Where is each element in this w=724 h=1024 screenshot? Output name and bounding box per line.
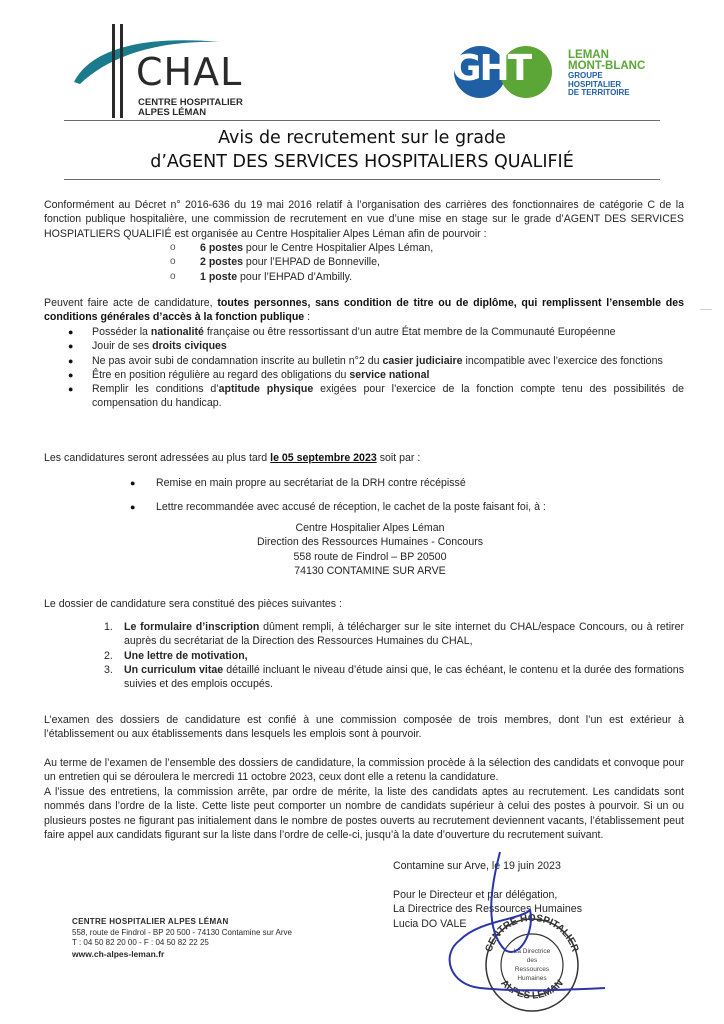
scan-mark bbox=[700, 309, 712, 310]
position-place: pour l’EHPAD de Bonneville, bbox=[242, 256, 380, 269]
position-item: o 2 postes pour l’EHPAD de Bonneville, bbox=[170, 256, 380, 269]
eligibility-lead: Peuvent faire acte de candidature, bbox=[44, 297, 218, 309]
signature-place-date: Contamine sur Arve, le 19 juin 2023 bbox=[393, 860, 561, 872]
intro-paragraph: Conformément au Décret n° 2016-636 du 19 mai 2016 relatif à l’organisation des carrières des fonctionnaires de catégorie C de la fonction publique hospitalière, une commission de recrutement en vue d’une mise en stage sur le grade d’AGENT DES SERVICES HOSPIATLIERS QUALIFIÉ est organisée au Centre Hospitalier Alpes Léman afin de pourvoir : bbox=[44, 199, 684, 240]
deadline-post: soit par : bbox=[376, 452, 421, 464]
condition-key: service national bbox=[349, 368, 430, 381]
stamp-center-line: des bbox=[526, 957, 538, 964]
conditions-list bbox=[64, 325, 684, 411]
signature-line1: Pour le Directeur et par délégation, bbox=[393, 889, 558, 901]
ght-line3: GROUPE HOSPITALIER bbox=[568, 71, 622, 89]
item-number: 1. bbox=[104, 621, 113, 633]
footer-org: CENTRE HOSPITALIER ALPES LÉMAN bbox=[72, 917, 229, 926]
postal-address bbox=[200, 521, 540, 578]
condition-text: exigées pour l’exercice de la fonction compte tenu des possibilités de compensation du handicap. bbox=[92, 383, 684, 410]
selection-paragraph-2: A l’issue des entretiens, la commission arrête, par ordre de mérite, la liste des candidats aptes au recrutement. Les candidats sont nommés dans l’ordre de la liste. Cette liste peut comporter un nombre de candidats supérieur à celui des postes à pourvoir. Si un ou plusieurs postes ne figurant pas initialement dans le nombre de postes ouverts au recrutement deviennent vacants, l’établissement peut faire appel aux candidats figurant sur la liste dans l’ordre de celle-ci, jusqu’à la date d’ouverture du recrutement suivant. bbox=[44, 786, 684, 841]
signatory-name: Lucia DO VALE bbox=[393, 917, 467, 930]
condition-item: ● Remplir les conditions d’aptitude physique exigées pour l’exercice de la fonction compte tenu des possibilités de compensation du handicap. bbox=[68, 383, 684, 410]
condition-key: nationalité bbox=[150, 326, 204, 338]
condition-text: Être en position régulière au regard des obligations du bbox=[92, 368, 350, 381]
condition-item: ● Jouir de ses droits civiques bbox=[68, 340, 227, 353]
stamp-center-line: Ressources bbox=[514, 966, 550, 973]
item-title: Le formulaire d’inscription bbox=[124, 621, 260, 633]
condition-key: casier judiciaire bbox=[382, 354, 463, 367]
selection-paragraph-1: Au terme de l’examen de l’ensemble des dossiers de candidature, la commission procède à la sélection des candidats et convoque pour un entretien qui se déroulera le mercredi 11 octobre 2023, ceux dont elle a retenu la candidature. bbox=[44, 757, 684, 784]
ght-letters: GHT bbox=[452, 48, 531, 89]
chal-subtitle-line1: CENTRE HOSPITALIER bbox=[138, 97, 243, 108]
ght-line1: LEMAN bbox=[568, 49, 609, 61]
footer bbox=[72, 917, 292, 959]
submission-method: ● Remise en main propre au secrétariat de la DRH contre récépissé bbox=[130, 477, 466, 489]
eligibility-paragraph bbox=[44, 296, 684, 325]
method-text: Remise en main propre au secrétariat de la DRH contre récépissé bbox=[156, 477, 466, 489]
condition-text: Posséder la bbox=[92, 326, 151, 338]
dossier-item bbox=[104, 649, 684, 663]
eligibility-lead-bold: toutes personnes, sans condition de titre ou de diplôme, qui remplissent l’ensemble des conditions générales d’accès à la fonction publique bbox=[44, 297, 685, 324]
address-line: 558 route de Findrol – BP 20500 bbox=[293, 550, 447, 563]
title-line1: Avis de recrutement sur le grade bbox=[218, 128, 506, 148]
chal-logo bbox=[70, 20, 270, 120]
deadline-pre: Les candidatures seront adressées au plus tard bbox=[44, 452, 271, 464]
position-count: 6 postes bbox=[200, 242, 243, 254]
examen-paragraph: L’examen des dossiers de candidature est confié à une commission composée de trois membres, dont l’un est extérieur à l’établissement ou aux établissements dans lesquels les emplois sont à pourvoir. bbox=[44, 714, 684, 741]
method-text: Lettre recommandée avec accusé de réception, le cachet de la poste faisant foi, à : bbox=[156, 501, 546, 514]
ght-line2: MONT-BLANC bbox=[568, 60, 646, 72]
item-title: Un curriculum vitae bbox=[124, 663, 224, 676]
condition-text: Remplir les conditions d’ bbox=[92, 383, 219, 396]
stamp-center-line: Humaines bbox=[517, 975, 547, 982]
condition-key: aptitude physique bbox=[218, 383, 314, 396]
position-place: pour l’EHPAD d’Ambilly. bbox=[237, 270, 353, 283]
ght-logo bbox=[450, 46, 650, 106]
submission-methods-list bbox=[130, 476, 690, 525]
condition-item: ● Ne pas avoir subi de condamnation inscrite au bulletin n°2 du casier judiciaire incompatible avec l’exercice des fonctions bbox=[68, 354, 663, 367]
footer-phone: T : 04 50 82 20 00 - F : 04 50 82 22 25 bbox=[72, 938, 209, 947]
deadline-date: le 05 septembre 2023 bbox=[270, 452, 377, 464]
title-line2: d’AGENT DES SERVICES HOSPITALIERS QUALIFIÉ bbox=[150, 152, 574, 172]
address-line: Centre Hospitalier Alpes Léman bbox=[295, 522, 445, 534]
signature-line2: La Directrice des Ressources Humaines bbox=[393, 903, 582, 916]
condition-item: ● Être en position régulière au regard des obligations du service national bbox=[68, 368, 430, 381]
stamp-ring-top: CENTRE HOSPITALIER bbox=[483, 912, 581, 954]
footer-address: 558, route de Findrol - BP 20 500 - 74130 Contamine sur Arve bbox=[72, 927, 292, 937]
eligibility-lead-end: : bbox=[304, 311, 311, 324]
dossier-item bbox=[104, 620, 684, 649]
condition-text: incompatible avec l’exercice des fonctions bbox=[462, 354, 663, 367]
ght-text bbox=[568, 50, 650, 98]
ght-line4: DE TERRITOIRE bbox=[568, 88, 630, 97]
condition-item: ● Posséder la nationalité française ou être ressortissant d’un autre État membre de la Communauté Européenne bbox=[68, 326, 616, 338]
condition-text: Ne pas avoir subi de condamnation inscrite au bulletin n°2 du bbox=[92, 354, 383, 367]
position-count: 1 poste bbox=[200, 270, 238, 283]
position-item: o 1 poste pour l’EHPAD d’Ambilly. bbox=[170, 270, 353, 283]
stamp-ring-bottom: ALPES LEMAN bbox=[498, 977, 566, 1002]
footer-website-link[interactable]: www.ch-alpes-leman.fr bbox=[72, 948, 165, 959]
position-count: 2 postes bbox=[200, 256, 243, 269]
condition-text: française ou être ressortissant d’un autre État membre de la Communauté Européenne bbox=[203, 326, 616, 338]
stamp-center-line: La Directrice bbox=[513, 948, 551, 955]
chal-subtitle-line2: ALPES LÉMAN bbox=[138, 107, 207, 118]
condition-key: droits civiques bbox=[152, 340, 227, 353]
position-item: o 6 postes pour le Centre Hospitalier Alpes Léman, bbox=[170, 242, 434, 254]
document-title bbox=[64, 120, 660, 180]
item-number: 2. bbox=[104, 649, 113, 662]
item-title: Une lettre de motivation, bbox=[124, 649, 248, 662]
positions-list bbox=[170, 241, 433, 284]
handwritten-signature-icon bbox=[420, 850, 620, 1010]
submission-method: ● Lettre recommandée avec accusé de réception, le cachet de la poste faisant foi, à : bbox=[130, 501, 546, 514]
chal-name: CHAL bbox=[136, 50, 243, 94]
deadline-paragraph bbox=[44, 451, 684, 465]
item-number: 3. bbox=[104, 663, 113, 676]
condition-text: Jouir de ses bbox=[92, 340, 153, 353]
item-text: dûment rempli, à télécharger sur le site internet du CHAL/espace Concours, ou à retirer auprès du secrétariat de la Direction des Ressources Humaines du CHAL, bbox=[124, 621, 684, 648]
position-place: pour le Centre Hospitalier Alpes Léman, bbox=[242, 242, 434, 254]
address-line: 74130 CONTAMINE SUR ARVE bbox=[294, 564, 446, 577]
chal-subtitle bbox=[138, 98, 243, 118]
dossier-items-list bbox=[104, 620, 684, 691]
address-line: Direction des Ressources Humaines - Concours bbox=[256, 536, 484, 549]
dossier-lead: Le dossier de candidature sera constitué des pièces suivantes : bbox=[44, 598, 342, 610]
item-text: détaillé incluant le niveau d’étude ainsi que, le cas échéant, le contenu et la durée des formations suivies et des emplois occupés. bbox=[124, 663, 684, 691]
dossier-item bbox=[104, 663, 684, 692]
